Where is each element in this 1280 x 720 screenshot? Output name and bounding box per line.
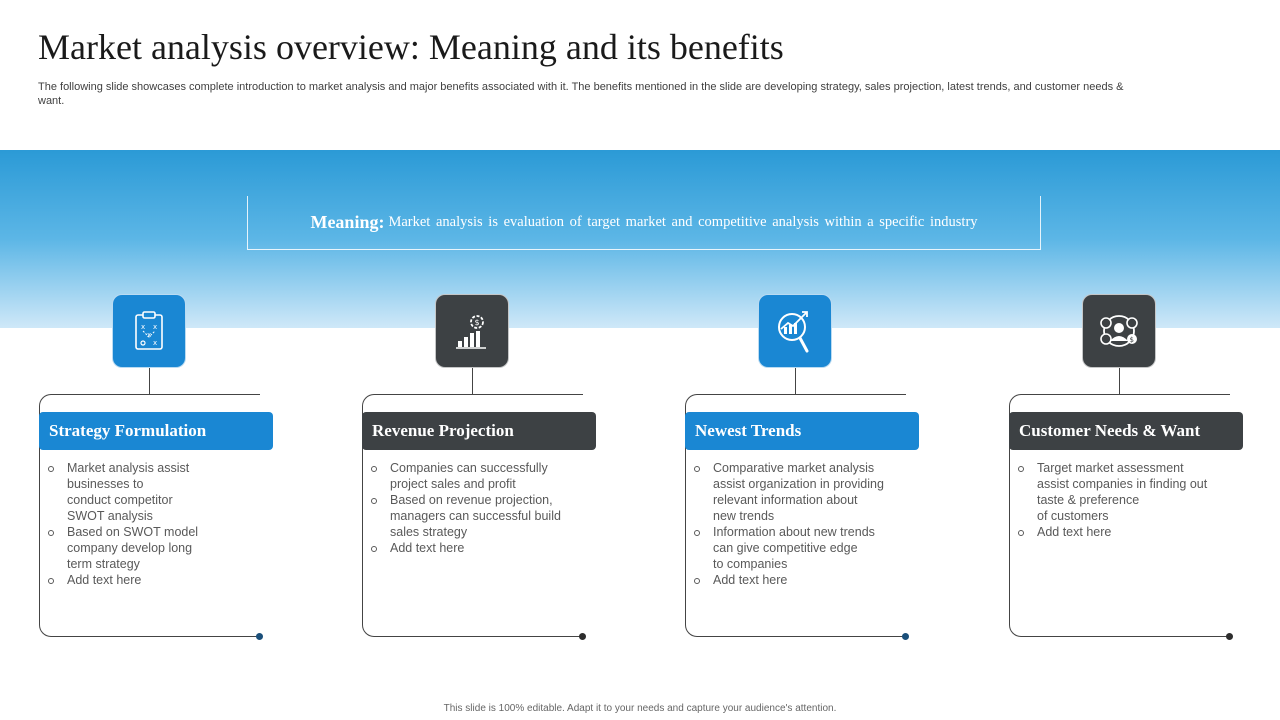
- list-item: Information about new trends can give competitive edge to companies: [693, 524, 908, 572]
- benefit-card-strategy: [39, 294, 279, 644]
- footer-note: This slide is 100% editable. Adapt it to your needs and capture your audience's attention.: [443, 703, 837, 714]
- trend-magnifier-icon: [758, 294, 832, 368]
- meaning-text: Market analysis is evaluation of target market and competitive analysis within a specific industry: [388, 214, 978, 230]
- slide-subtitle: The following slide showcases complete introduction to market analysis and major benefits associated with it. The benefits mentioned in the slide are developing strategy, sales projection, latest trends, and customer needs & want.: [38, 81, 1124, 107]
- svg-text:x: x: [141, 323, 146, 331]
- benefit-card-customer: [1009, 294, 1249, 644]
- list-item: Based on SWOT model company develop long term strategy: [47, 524, 262, 572]
- list-item: Target market assessment assist companies in finding out taste & preference of customers: [1017, 460, 1232, 524]
- card-connector: [149, 368, 150, 395]
- slide-title: Market analysis overview: Meaning and its benefits: [38, 27, 784, 67]
- customer-needs-icon: [1082, 294, 1156, 368]
- svg-text:$: $: [474, 318, 480, 327]
- list-item: Companies can successfully project sales and profit: [370, 460, 585, 492]
- card-title: Customer Needs & Want: [1009, 412, 1243, 450]
- svg-text:x: x: [153, 339, 158, 347]
- list-item: Based on revenue projection, managers can successful build sales strategy: [370, 492, 585, 540]
- list-item: Comparative market analysis assist organization in providing relevant information about new trends: [693, 460, 908, 524]
- bullet-list: [1017, 460, 1232, 540]
- bullet-list: [47, 460, 262, 588]
- card-connector: [1119, 368, 1120, 395]
- list-item: Add text here: [47, 572, 262, 588]
- card-end-dot: [579, 633, 586, 640]
- list-item: Market analysis assist businesses to conduct competitor SWOT analysis: [47, 460, 262, 524]
- meaning-label: Meaning:: [310, 212, 385, 232]
- bullet-list: [370, 460, 585, 556]
- card-end-dot: [902, 633, 909, 640]
- revenue-gear-chart-icon: [435, 294, 509, 368]
- card-end-dot: [1226, 633, 1233, 640]
- card-title: Revenue Projection: [362, 412, 596, 450]
- card-title: Newest Trends: [685, 412, 919, 450]
- svg-text:x: x: [153, 323, 158, 331]
- list-item: Add text here: [1017, 524, 1232, 540]
- list-item: Add text here: [693, 572, 908, 588]
- benefit-card-revenue: [362, 294, 602, 644]
- card-title: Strategy Formulation: [39, 412, 273, 450]
- card-connector: [795, 368, 796, 395]
- card-end-dot: [256, 633, 263, 640]
- card-connector: [472, 368, 473, 395]
- bullet-list: [693, 460, 908, 588]
- svg-text:$: $: [1129, 336, 1134, 344]
- benefit-card-trends: [685, 294, 925, 644]
- meaning-box: [247, 196, 1041, 250]
- list-item: Add text here: [370, 540, 585, 556]
- svg-text:x: x: [147, 331, 152, 339]
- clipboard-strategy-icon: [112, 294, 186, 368]
